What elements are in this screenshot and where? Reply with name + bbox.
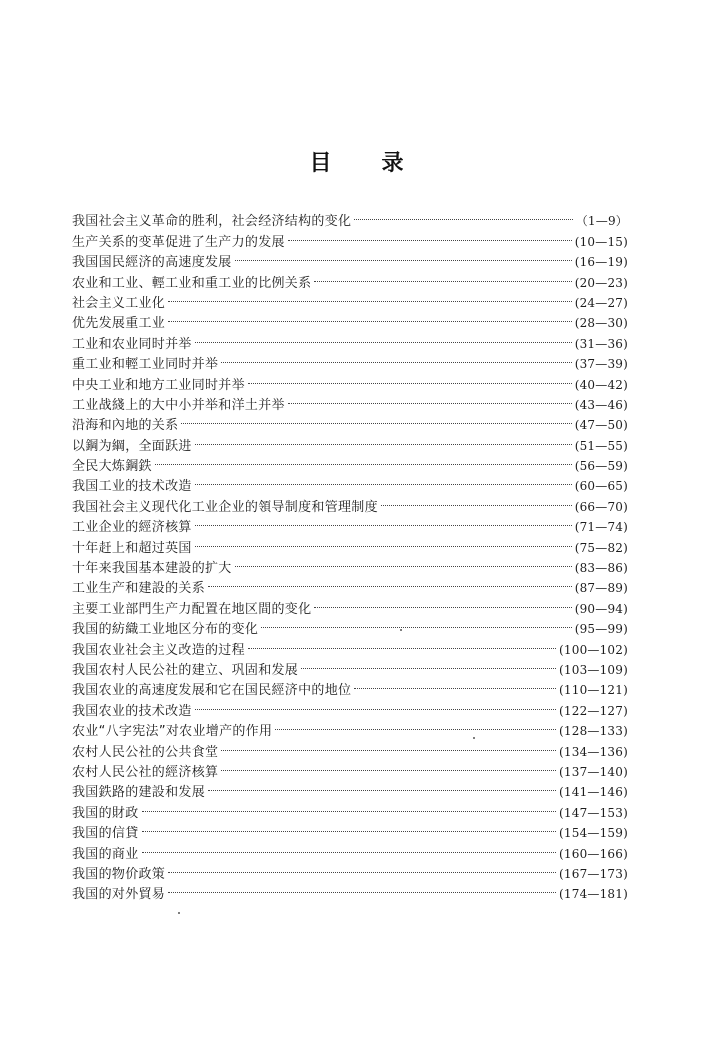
toc-entry-title: 我国工业的技术改造 <box>72 479 192 495</box>
toc-entry-pages: (47—50) <box>574 418 628 433</box>
dot-leader <box>248 633 556 653</box>
toc-entry-title: 我国的物价政策 <box>72 866 166 882</box>
toc-entry-title: 重工业和輕工业同时并举 <box>72 357 219 373</box>
toc-entry-pages: (134—136) <box>559 744 628 759</box>
toc-entry-pages: (24—27) <box>574 295 628 310</box>
toc-entry-title: 我国的紡織工业地区分布的变化 <box>72 622 259 638</box>
toc-entry-title: 我国农村人民公社的建立、巩固和发展 <box>72 662 299 678</box>
dot-leader <box>221 756 556 776</box>
toc-entry-pages: (103—109) <box>559 662 628 677</box>
dot-leader <box>314 266 571 286</box>
toc-entry-title: 生产关系的变革促进了生产力的发展 <box>72 234 285 250</box>
toc-entry <box>72 817 628 842</box>
dot-leader <box>142 817 557 837</box>
dot-leader <box>195 694 556 714</box>
toc-entry-pages: (174—181) <box>559 887 628 902</box>
toc-entry-title: 十年赶上和超过英国 <box>72 540 192 556</box>
dot-leader <box>168 287 572 307</box>
dot-leader <box>248 368 572 388</box>
dot-leader <box>261 613 571 633</box>
toc-entry-title: 农村人民公社的公共食堂 <box>72 744 219 760</box>
dot-leader <box>354 674 556 694</box>
toc-entry-pages: (141—146) <box>559 785 628 800</box>
dot-leader <box>275 715 556 735</box>
toc-entry-title: 农业“八字宪法”对农业增产的作用 <box>72 724 273 740</box>
toc-entry-pages: (128—133) <box>559 724 628 739</box>
toc-entry-title: 工业战綫上的大中小并举和洋土并举 <box>72 397 285 413</box>
toc-entry-pages: (167—173) <box>559 866 628 881</box>
toc-entry-pages: (83—86) <box>574 561 628 576</box>
dot-leader <box>168 307 572 327</box>
toc-entry-pages: (137—140) <box>559 764 628 779</box>
dot-leader <box>208 776 556 796</box>
toc-entry-pages: (66—70) <box>574 499 628 514</box>
dot-leader <box>381 490 572 510</box>
toc-entry-title: 沿海和內地的关系 <box>72 418 179 434</box>
dot-leader <box>195 511 572 531</box>
toc-entry-title: 我国的財政 <box>72 805 139 821</box>
dot-leader <box>195 327 572 347</box>
toc-entry-pages: (51—55) <box>574 438 628 453</box>
toc-entry <box>72 858 628 882</box>
toc-entry-pages: (20—23) <box>574 275 628 290</box>
dot-leader <box>314 592 571 612</box>
dot-leader <box>288 225 572 245</box>
print-speck <box>473 737 475 739</box>
toc-entry <box>72 796 628 821</box>
dot-leader <box>221 348 571 368</box>
toc-entry-pages: (100—102) <box>559 642 628 657</box>
toc-entry-pages: (37—39) <box>574 357 628 372</box>
print-speck <box>178 912 180 914</box>
toc-entry-pages: (110—121) <box>559 683 628 698</box>
toc-entry-title: 以鋼为綱，全面跃进 <box>72 438 192 454</box>
toc-entry-title: 十年来我国基本建設的扩大 <box>72 561 232 577</box>
dot-leader <box>155 450 572 470</box>
page-title: 目录 <box>309 151 454 176</box>
dot-leader <box>168 878 556 898</box>
dot-leader <box>288 389 572 409</box>
toc-entry <box>72 450 628 475</box>
toc-entry-pages: （1—9） <box>575 214 628 229</box>
toc-entry-pages: (122—127) <box>559 703 628 718</box>
toc-entry-pages: (154—159) <box>559 826 628 841</box>
toc-entry-pages: (147—153) <box>559 805 628 820</box>
dot-leader <box>142 837 557 857</box>
toc-entry-title: 我国的信貸 <box>72 826 139 842</box>
toc-entry <box>72 205 628 230</box>
dot-leader <box>168 858 556 878</box>
toc-entry-title: 中央工业和地方工业同时并举 <box>72 377 245 393</box>
toc-entry-pages: (16—19) <box>574 255 628 270</box>
toc-entry-title: 农业和工业、輕工业和重工业的比例关系 <box>72 275 312 291</box>
dot-leader <box>142 796 557 816</box>
toc-entry-title: 我国的商业 <box>72 846 139 862</box>
toc-entry-title: 我国农业社会主义改造的过程 <box>72 642 245 658</box>
dot-leader <box>195 429 572 449</box>
toc-entry-title: 工业企业的經济核算 <box>72 520 192 536</box>
toc-entry-pages: (75—82) <box>574 540 628 555</box>
toc-entry-title: 全民大炼鋼鉄 <box>72 459 152 475</box>
dot-leader <box>195 531 572 551</box>
toc-entry-title: 我国社会主义现代化工业企业的領导制度和管理制度 <box>72 499 378 515</box>
toc-entry-pages: (90—94) <box>574 601 628 616</box>
dot-leader <box>235 246 572 266</box>
toc-entry-title: 农村人民公社的經济核算 <box>72 764 219 780</box>
toc-entry-title: 社会主义工业化 <box>72 295 166 311</box>
toc-entry-pages: (31—36) <box>574 336 628 351</box>
toc-entry-title: 工业和农业同时并举 <box>72 336 192 352</box>
toc-entry-title: 我国国民經济的高速度发展 <box>72 255 232 271</box>
toc-entry-pages: (10—15) <box>574 234 628 249</box>
dot-leader <box>235 552 572 572</box>
toc-entry-pages: (160—166) <box>559 846 628 861</box>
dot-leader <box>181 409 571 429</box>
dot-leader <box>354 205 572 225</box>
toc-entry-pages: (43—46) <box>574 397 628 412</box>
dot-leader <box>301 654 556 674</box>
toc-entry-pages: (40—42) <box>574 377 628 392</box>
toc-entry-title: 优先发展重工业 <box>72 316 166 332</box>
dot-leader <box>195 470 572 490</box>
table-of-contents <box>72 205 628 903</box>
toc-entry-title: 工业生产和建設的关系 <box>72 581 206 597</box>
toc-entry <box>72 470 628 495</box>
toc-entry-pages: (56—59) <box>574 459 628 474</box>
toc-entry-title: 我国鉄路的建設和发展 <box>72 785 206 801</box>
toc-entry-pages: (28—30) <box>574 316 628 331</box>
toc-entry-title: 我国农业的高速度发展和它在国民經济中的地位 <box>72 683 352 699</box>
dot-leader <box>208 572 572 592</box>
toc-entry-pages: (60—65) <box>574 479 628 494</box>
toc-entry-title: 主要工业部門生产力配置在地区間的变化 <box>72 601 312 617</box>
toc-entry-pages: (87—89) <box>574 581 628 596</box>
toc-entry-title: 我国的对外貿易 <box>72 887 166 903</box>
print-speck <box>400 629 402 631</box>
toc-entry-pages: (95—99) <box>574 622 628 637</box>
dot-leader <box>221 735 556 755</box>
toc-entry <box>72 837 628 862</box>
toc-entry-title: 我国农业的技术改造 <box>72 703 192 719</box>
toc-entry-title: 我国社会主义革命的胜利，社会经济结构的变化 <box>72 214 352 230</box>
toc-entry-pages: (71—74) <box>574 520 628 535</box>
